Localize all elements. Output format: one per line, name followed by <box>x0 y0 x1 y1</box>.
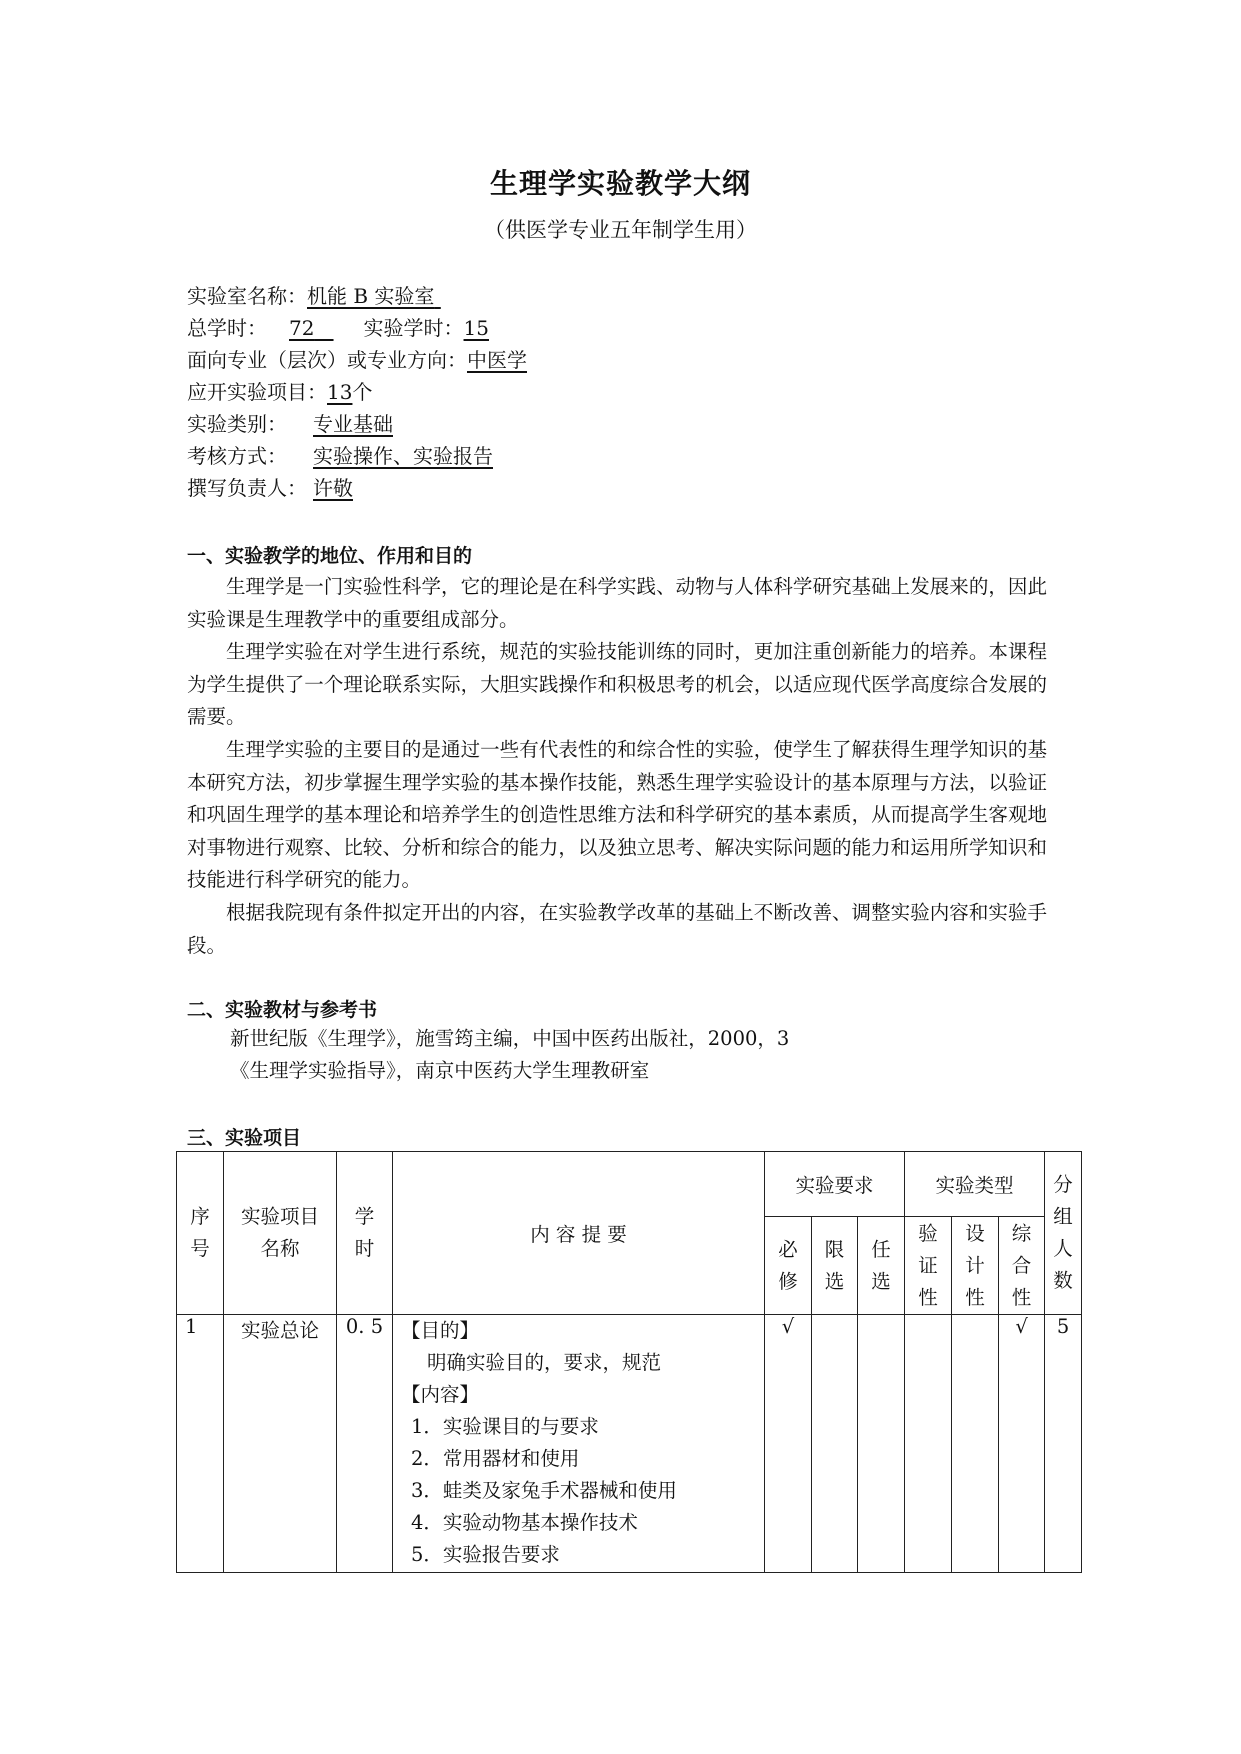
header-type: 实验类型 <box>905 1152 1045 1217</box>
lab-hours-label: 实验学时： <box>363 316 464 340</box>
goal-label: 【目的】 <box>401 1319 480 1342</box>
table-row <box>177 1315 1082 1573</box>
project-table <box>176 1151 1082 1573</box>
assessment-row <box>187 440 527 472</box>
header-verify: 验 证 性 <box>905 1217 952 1315</box>
section-1-paragraph: 生理学实验的主要目的是通过一些有代表性的和综合性的实验，使学生了解获得生理学知识的基本研究方法，初步掌握生理学实验的基本操作技能，熟悉生理学实验设计的基本原理与方法，以验证和巩固生理学的基本理论和培养学生的创造性思维方法和科学研究的基本素质，从而提高学生客观地对事物进行观察、比较、分析和综合的能力，以及独立思考、解决实际问题的能力和运用所学知识和技能进行科学研究的能力。 <box>187 738 1047 891</box>
content-item: 3．蛙类及家兔手术器械和使用 <box>411 1479 677 1502</box>
header-group-size: 分 组 人 数 <box>1045 1152 1082 1315</box>
header-compulsory: 必 修 <box>765 1217 812 1315</box>
projects-unit: 个 <box>352 380 373 404</box>
assessment-label: 考核方式： <box>187 444 287 468</box>
row-hours: 0. 5 <box>337 1315 393 1573</box>
lab-hours-value: 15 <box>463 316 489 340</box>
content-item: 5．实验报告要求 <box>411 1543 560 1566</box>
header-seq: 序 号 <box>177 1152 224 1315</box>
section-1-paragraph: 生理学是一门实验性科学，它的理论是在科学实践、动物与人体科学研究基础上发展来的，因此实验课是生理教学中的重要组成部分。 <box>187 575 1047 631</box>
author-value: 许敬 <box>313 476 353 500</box>
author-row <box>187 472 527 504</box>
reference-item: 《生理学实验指导》，南京中医药大学生理教研室 <box>230 1059 650 1082</box>
header-design: 设 计 性 <box>952 1217 999 1315</box>
major-label: 面向专业（层次）或专业方向： <box>187 348 467 372</box>
total-hours-label: 总学时： <box>187 316 267 340</box>
row-optional-mark <box>858 1315 905 1573</box>
major-row <box>187 344 527 376</box>
author-label: 撰写负责人： <box>187 476 307 500</box>
assessment-value: 实验操作、实验报告 <box>313 444 493 468</box>
document-subtitle: （供医学专业五年制学生用） <box>484 218 757 242</box>
section-1-paragraph: 生理学实验在对学生进行系统，规范的实验技能训练的同时，更加注重创新能力的培养。本课程为学生提供了一个理论联系实际，大胆实践操作和积极思考的机会，以适应现代医学高度综合发展的需要。 <box>187 640 1047 728</box>
lab-name-label: 实验室名称： <box>187 284 307 308</box>
row-compulsory-mark: √ <box>765 1315 812 1573</box>
projects-label: 应开实验项目： <box>187 380 327 404</box>
header-optional: 任 选 <box>858 1217 905 1315</box>
content-label: 【内容】 <box>401 1383 480 1406</box>
lab-name-value: 机能 B 实验室 <box>307 284 435 308</box>
goal-text: 明确实验目的，要求，规范 <box>427 1351 662 1374</box>
header-name: 实验项目 名称 <box>224 1152 337 1315</box>
header-content: 内 容 提 要 <box>393 1152 765 1315</box>
total-hours-value: 72 <box>289 316 315 340</box>
table-header-row <box>177 1152 1082 1217</box>
content-item: 4．实验动物基本操作技术 <box>411 1511 638 1534</box>
reference-item: 新世纪版《生理学》，施雪筠主编，中国中医药出版社，2000，3 <box>230 1027 790 1050</box>
row-limited-mark <box>812 1315 858 1573</box>
projects-count: 13 <box>327 380 353 404</box>
section-1-paragraph: 根据我院现有条件拟定开出的内容，在实验教学改革的基础上不断改善、调整实验内容和实验手段。 <box>187 901 1047 957</box>
row-content <box>393 1315 765 1573</box>
row-verify-mark <box>905 1315 952 1573</box>
row-design-mark <box>952 1315 999 1573</box>
category-value: 专业基础 <box>313 412 393 436</box>
section-3-heading: 三、实验项目 <box>187 1127 302 1149</box>
section-2-heading: 二、实验教材与参考书 <box>187 999 378 1021</box>
document-title: 生理学实验教学大纲 <box>489 167 751 200</box>
category-label: 实验类别： <box>187 412 287 436</box>
section-1-heading: 一、实验教学的地位、作用和目的 <box>187 545 473 567</box>
lab-name-row <box>187 280 527 312</box>
hours-row <box>187 312 527 344</box>
header-comprehensive: 综 合 性 <box>999 1217 1045 1315</box>
category-row <box>187 408 527 440</box>
projects-row <box>187 376 527 408</box>
row-name: 实验总论 <box>224 1315 337 1573</box>
header-hours: 学 时 <box>337 1152 393 1315</box>
header-limited: 限 选 <box>812 1217 858 1315</box>
content-item: 1．实验课目的与要求 <box>411 1415 599 1438</box>
row-seq: 1 <box>177 1315 224 1573</box>
header-requirement: 实验要求 <box>765 1152 905 1217</box>
row-group-size: 5 <box>1045 1315 1082 1573</box>
content-item: 2．常用器材和使用 <box>411 1447 580 1470</box>
row-comprehensive-mark: √ <box>999 1315 1045 1573</box>
major-value: 中医学 <box>467 348 527 372</box>
course-info <box>187 280 527 504</box>
